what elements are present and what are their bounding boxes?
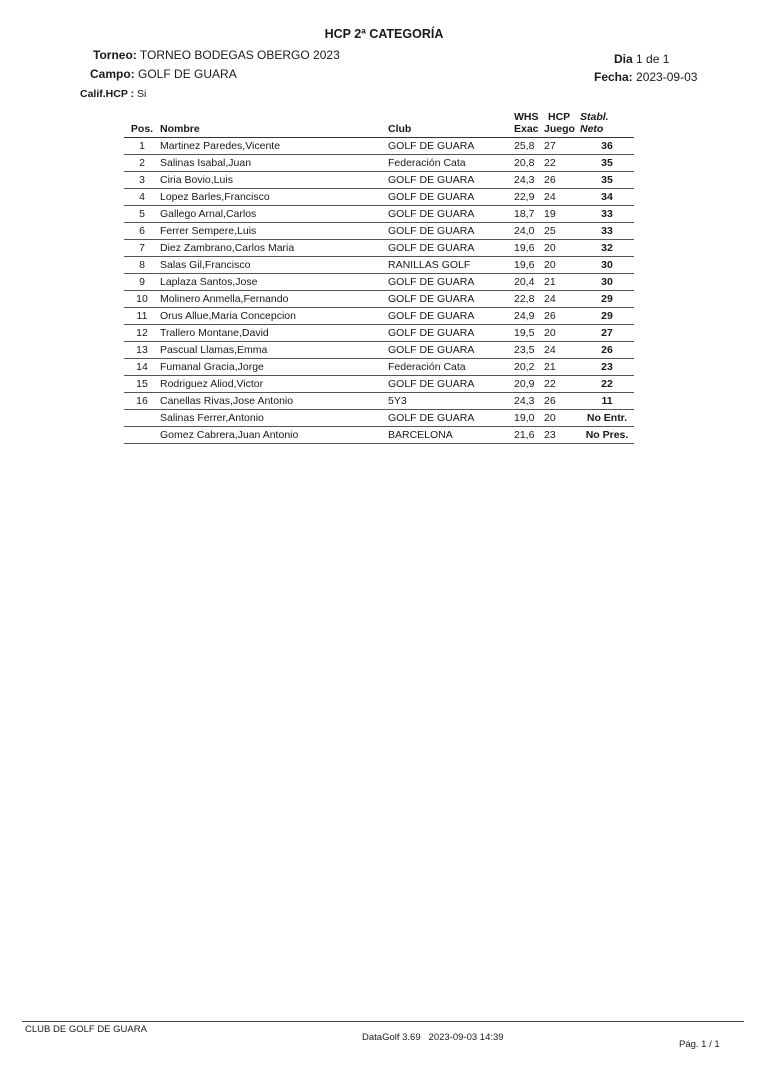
cell-neto: 30 — [580, 274, 634, 291]
cell-club: GOLF DE GUARA — [388, 172, 514, 189]
cell-neto: 33 — [580, 223, 634, 240]
cell-neto: 36 — [580, 138, 634, 155]
table-row — [124, 325, 634, 342]
cell-club: GOLF DE GUARA — [388, 138, 514, 155]
table-row — [124, 155, 634, 172]
cell-hcp: 20 — [544, 325, 580, 342]
cell-name: Laplaza Santos,Jose — [160, 274, 388, 291]
cell-club: BARCELONA — [388, 427, 514, 444]
cell-neto: 30 — [580, 257, 634, 274]
cell-pos: 10 — [124, 291, 160, 308]
cell-hcp: 22 — [544, 155, 580, 172]
cell-whs: 19,5 — [514, 325, 544, 342]
cell-whs: 20,4 — [514, 274, 544, 291]
cell-pos: 7 — [124, 240, 160, 257]
fecha-value: 2023-09-03 — [636, 70, 698, 84]
cell-name: Canellas Rivas,Jose Antonio — [160, 393, 388, 410]
cell-name: Trallero Montane,David — [160, 325, 388, 342]
table-row — [124, 393, 634, 410]
cell-club: GOLF DE GUARA — [388, 223, 514, 240]
cell-neto: No Pres. — [580, 427, 634, 444]
cell-name: Pascual Llamas,Emma — [160, 342, 388, 359]
cell-neto: 34 — [580, 189, 634, 206]
table-row — [124, 308, 634, 325]
cell-club: GOLF DE GUARA — [388, 308, 514, 325]
cell-pos: 13 — [124, 342, 160, 359]
cell-pos: 8 — [124, 257, 160, 274]
cell-hcp: 19 — [544, 206, 580, 223]
table-row — [124, 240, 634, 257]
cell-pos — [124, 427, 160, 444]
cell-pos: 5 — [124, 206, 160, 223]
table-row — [124, 189, 634, 206]
cell-pos: 6 — [124, 223, 160, 240]
cell-club: 5Y3 — [388, 393, 514, 410]
col-hcp-top: HCP — [548, 111, 571, 123]
cell-club: GOLF DE GUARA — [388, 189, 514, 206]
cell-whs: 24,0 — [514, 223, 544, 240]
cell-name: Rodriguez Aliod,Victor — [160, 376, 388, 393]
cell-name: Martinez Paredes,Vicente — [160, 138, 388, 155]
cell-pos: 14 — [124, 359, 160, 376]
cell-hcp: 20 — [544, 257, 580, 274]
cell-club: GOLF DE GUARA — [388, 325, 514, 342]
table-row — [124, 427, 634, 444]
cell-whs: 24,3 — [514, 393, 544, 410]
cell-neto: 27 — [580, 325, 634, 342]
cell-pos: 1 — [124, 138, 160, 155]
cell-neto: 29 — [580, 308, 634, 325]
cell-name: Orus Allue,Maria Concepcion — [160, 308, 388, 325]
cell-club: GOLF DE GUARA — [388, 410, 514, 427]
cell-hcp: 26 — [544, 308, 580, 325]
footer-timestamp: 2023-09-03 14:39 — [428, 1032, 504, 1043]
calif-label: Calif.HCP : — [80, 88, 135, 100]
calif-line — [80, 88, 146, 100]
table-row — [124, 138, 634, 155]
col-whs-bottom: Exac — [514, 123, 539, 135]
cell-name: Fumanal Gracia,Jorge — [160, 359, 388, 376]
cell-whs: 20,2 — [514, 359, 544, 376]
col-pos: Pos. — [130, 123, 154, 135]
table-row — [124, 342, 634, 359]
cell-neto: No Entr. — [580, 410, 634, 427]
col-whs — [514, 111, 544, 138]
col-stabl-top: Stabl. — [580, 111, 609, 123]
cell-neto: 11 — [580, 393, 634, 410]
calif-value: Si — [137, 88, 147, 100]
cell-neto: 26 — [580, 342, 634, 359]
cell-club: GOLF DE GUARA — [388, 274, 514, 291]
col-stabl-bottom: Neto — [580, 123, 604, 135]
col-hcp-bottom: Juego — [544, 123, 575, 135]
cell-name: Ciria Bovio,Luis — [160, 172, 388, 189]
table-row — [124, 410, 634, 427]
cell-name: Diez Zambrano,Carlos Maria — [160, 240, 388, 257]
cell-name: Salinas Ferrer,Antonio — [160, 410, 388, 427]
cell-hcp: 23 — [544, 427, 580, 444]
cell-whs: 20,9 — [514, 376, 544, 393]
cell-name: Salas Gil,Francisco — [160, 257, 388, 274]
cell-club: RANILLAS GOLF — [388, 257, 514, 274]
torneo-label: Torneo: — [93, 48, 137, 62]
cell-hcp: 22 — [544, 376, 580, 393]
col-hcp — [544, 111, 580, 138]
cell-whs: 19,6 — [514, 257, 544, 274]
fecha-line — [594, 70, 697, 84]
table-row — [124, 291, 634, 308]
campo-value: GOLF DE GUARA — [138, 67, 237, 81]
cell-neto: 22 — [580, 376, 634, 393]
footer-page: Pág. 1 / 1 — [679, 1039, 720, 1050]
footer-generated — [362, 1032, 504, 1043]
footer-divider — [22, 1021, 744, 1022]
cell-club: GOLF DE GUARA — [388, 291, 514, 308]
cell-whs: 24,9 — [514, 308, 544, 325]
cell-club: Federación Cata — [388, 155, 514, 172]
cell-hcp: 20 — [544, 410, 580, 427]
cell-whs: 20,8 — [514, 155, 544, 172]
cell-name: Gallego Arnal,Carlos — [160, 206, 388, 223]
cell-hcp: 21 — [544, 359, 580, 376]
results-table — [124, 111, 634, 444]
torneo-line — [93, 48, 340, 62]
cell-hcp: 20 — [544, 240, 580, 257]
cell-hcp: 24 — [544, 291, 580, 308]
cell-name: Lopez Barles,Francisco — [160, 189, 388, 206]
table-row — [124, 359, 634, 376]
cell-name: Gomez Cabrera,Juan Antonio — [160, 427, 388, 444]
cell-name: Ferrer Sempere,Luis — [160, 223, 388, 240]
cell-hcp: 26 — [544, 393, 580, 410]
cell-whs: 25,8 — [514, 138, 544, 155]
cell-club: GOLF DE GUARA — [388, 376, 514, 393]
col-nombre: Nombre — [160, 123, 200, 135]
cell-hcp: 24 — [544, 189, 580, 206]
col-stabl — [580, 111, 634, 138]
cell-pos: 3 — [124, 172, 160, 189]
cell-pos: 12 — [124, 325, 160, 342]
cell-pos: 11 — [124, 308, 160, 325]
cell-pos — [124, 410, 160, 427]
table-row — [124, 206, 634, 223]
col-club: Club — [388, 123, 412, 135]
footer-software: DataGolf 3.69 — [362, 1032, 421, 1043]
cell-whs: 18,7 — [514, 206, 544, 223]
cell-pos: 9 — [124, 274, 160, 291]
table-row — [124, 376, 634, 393]
cell-whs: 23,5 — [514, 342, 544, 359]
footer-club: CLUB DE GOLF DE GUARA — [25, 1024, 147, 1035]
col-whs-top: WHS — [514, 111, 539, 123]
table-row — [124, 274, 634, 291]
cell-whs: 19,6 — [514, 240, 544, 257]
cell-club: GOLF DE GUARA — [388, 206, 514, 223]
campo-label: Campo: — [90, 67, 135, 81]
dia-line — [614, 52, 669, 66]
cell-club: GOLF DE GUARA — [388, 240, 514, 257]
dia-value: 1 de 1 — [636, 52, 670, 66]
cell-hcp: 26 — [544, 172, 580, 189]
cell-neto: 35 — [580, 172, 634, 189]
cell-club: GOLF DE GUARA — [388, 342, 514, 359]
cell-neto: 32 — [580, 240, 634, 257]
cell-pos: 16 — [124, 393, 160, 410]
cell-whs: 19,0 — [514, 410, 544, 427]
table-row — [124, 172, 634, 189]
cell-whs: 22,9 — [514, 189, 544, 206]
cell-neto: 23 — [580, 359, 634, 376]
dia-label: Dia — [614, 52, 633, 66]
table-header-row — [124, 111, 634, 138]
cell-hcp: 25 — [544, 223, 580, 240]
cell-name: Molinero Anmella,Fernando — [160, 291, 388, 308]
cell-whs: 24,3 — [514, 172, 544, 189]
torneo-value: TORNEO BODEGAS OBERGO 2023 — [139, 48, 340, 62]
table-row — [124, 257, 634, 274]
cell-neto: 29 — [580, 291, 634, 308]
cell-whs: 21,6 — [514, 427, 544, 444]
cell-whs: 22,8 — [514, 291, 544, 308]
cell-neto: 35 — [580, 155, 634, 172]
fecha-label: Fecha: — [594, 70, 633, 84]
page-title: HCP 2ª CATEGORÍA — [324, 27, 444, 41]
cell-pos: 15 — [124, 376, 160, 393]
cell-hcp: 21 — [544, 274, 580, 291]
campo-line — [90, 67, 237, 81]
cell-hcp: 24 — [544, 342, 580, 359]
cell-club: Federación Cata — [388, 359, 514, 376]
cell-hcp: 27 — [544, 138, 580, 155]
cell-pos: 4 — [124, 189, 160, 206]
cell-pos: 2 — [124, 155, 160, 172]
table-row — [124, 223, 634, 240]
cell-name: Salinas Isabal,Juan — [160, 155, 388, 172]
cell-neto: 33 — [580, 206, 634, 223]
